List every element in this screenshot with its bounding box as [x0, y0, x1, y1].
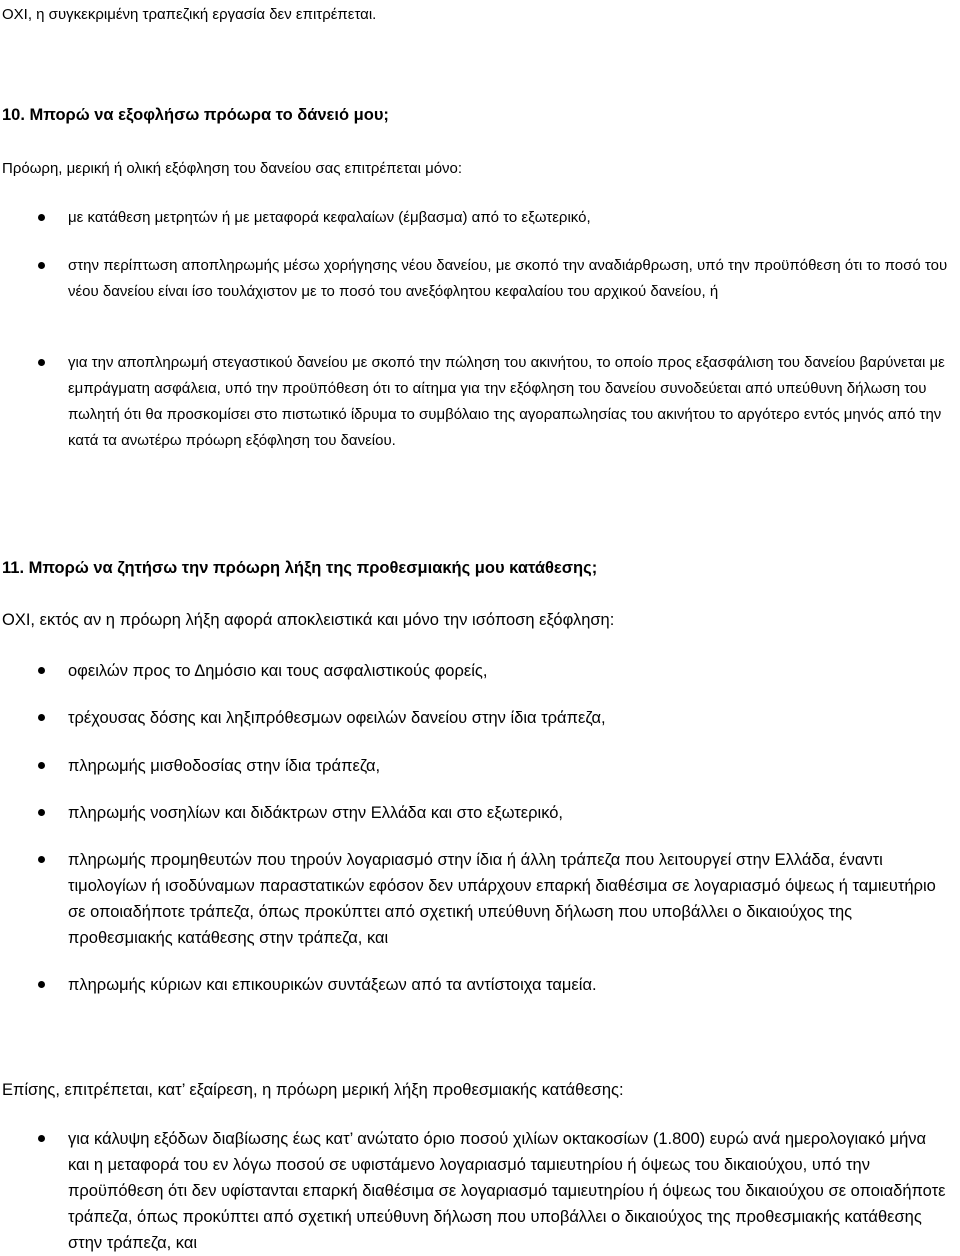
- section-11-heading: 11. Μπορώ να ζητήσω την πρόωρη λήξη της προθεσμιακής μου κατάθεσης;: [2, 559, 598, 577]
- list-item-text: οφειλών προς το Δημόσιο και τους ασφαλιστικούς φορείς,: [68, 662, 488, 680]
- list-item-text: πληρωμής μισθοδοσίας στην ίδια τράπεζα,: [68, 757, 381, 775]
- section-10-heading: 10. Μπορώ να εξοφλήσω πρόωρα το δάνειό μου;: [2, 106, 389, 124]
- list-item-text: για κάλυψη εξόδων διαβίωσης έως κατ’ ανώτατο όριο ποσού χιλίων οκτακοσίων (1.800) ευρώ ανά ημερολογιακό μήνα και η μεταφορά του εν λόγω ποσού σε υφιστάμενο λογαριασμό ταμιευτηρίου ή όψεως του δικαιούχου, υπό την προϋπόθεση ότι δεν υφίστανται επαρκή διαθέσιμα σε λογαριασμό ταμιευτηρίου ή όψεως του δικαιούχου σε οποιαδήποτε τράπεζα, όπως προκύπτει από σχετική υπεύθυνη δήλωση που υποβάλλει ο δικαιούχος της προθεσμιακής κατάθεσης στην τράπεζα, και: [68, 1130, 946, 1252]
- list-item-text: στην περίπτωση αποπληρωμής μέσω χορήγησης νέου δανείου, με σκοπό την αναδιάρθρωση, υπό την προϋπόθεση ότι το ποσό του νέου δανείου είναι ίσο τουλάχιστον με το ποσό του ανεξόφλητου κεφαλαίου του αρχικού δανείου, ή: [68, 257, 948, 300]
- bullet-icon: [38, 762, 45, 769]
- intro-text: ΟΧΙ, η συγκεκριμένη τραπεζική εργασία δεν επιτρέπεται.: [2, 6, 377, 23]
- list-item-text: τρέχουσας δόσης και ληξιπρόθεσμων οφειλών δανείου στην ίδια τράπεζα,: [68, 709, 606, 727]
- bullet-icon: [38, 809, 45, 816]
- section-10-lead: Πρόωρη, μερική ή ολική εξόφληση του δανείου σας επιτρέπεται μόνο:: [2, 160, 463, 177]
- bullet-icon: [38, 981, 45, 988]
- list-item-text: πληρωμής νοσηλίων και διδάκτρων στην Ελλάδα και στο εξωτερικό,: [68, 804, 564, 822]
- section-12-lead: Επίσης, επιτρέπεται, κατ’ εξαίρεση, η πρόωρη μερική λήξη προθεσμιακής κατάθεσης:: [2, 1081, 624, 1099]
- list-item-text: πληρωμής προμηθευτών που τηρούν λογαριασμό στην ίδια ή άλλη τράπεζα που λειτουργεί στην Ελλάδα, έναντι τιμολογίων ή ισοδύναμων παραστατικών εφόσον δεν υπάρχουν επαρκή διαθέσιμα σε λογαριασμό όψεως ή ταμιευτήριο σε οποιαδήποτε τράπεζα, όπως προκύπτει από σχετική υπεύθυνη δήλωση που υποβάλλει ο δικαιούχος της προθεσμιακής κατάθεσης στην τράπεζα, και: [68, 851, 936, 947]
- list-item-text: για την αποπληρωμή στεγαστικού δανείου με σκοπό την πώληση του ακινήτου, το οποίο προς εξασφάλιση του δανείου βαρύνεται με εμπράγματη ασφάλεια, υπό την προϋπόθεση ότι το αίτημα για την εξόφληση του δανείου συνοδεύεται από υπεύθυνη δήλωση του πωλητή ότι θα προσκομίσει στο πιστωτικό ίδρυμα το συμβόλαιο της αγοραπωλησίας του ακινήτου το αργότερο εντός μηνός από την κατά τα ανωτέρω πρόωρη εξόφληση του δανείου.: [68, 354, 945, 449]
- list-item-text: πληρωμής κύριων και επικουρικών συντάξεων από τα αντίστοιχα ταμεία.: [68, 976, 597, 994]
- bullet-icon: [38, 262, 45, 269]
- bullet-icon: [38, 856, 45, 863]
- section-11-lead: ΟΧΙ, εκτός αν η πρόωρη λήξη αφορά αποκλειστικά και μόνο την ισόποση εξόφληση:: [2, 611, 615, 629]
- bullet-icon: [38, 667, 45, 674]
- bullet-icon: [38, 714, 45, 721]
- list-item-text: με κατάθεση μετρητών ή με μεταφορά κεφαλαίων (έμβασμα) από το εξωτερικό,: [68, 209, 591, 226]
- bullet-icon: [38, 359, 45, 366]
- bullet-icon: [38, 214, 45, 221]
- bullet-icon: [38, 1135, 45, 1142]
